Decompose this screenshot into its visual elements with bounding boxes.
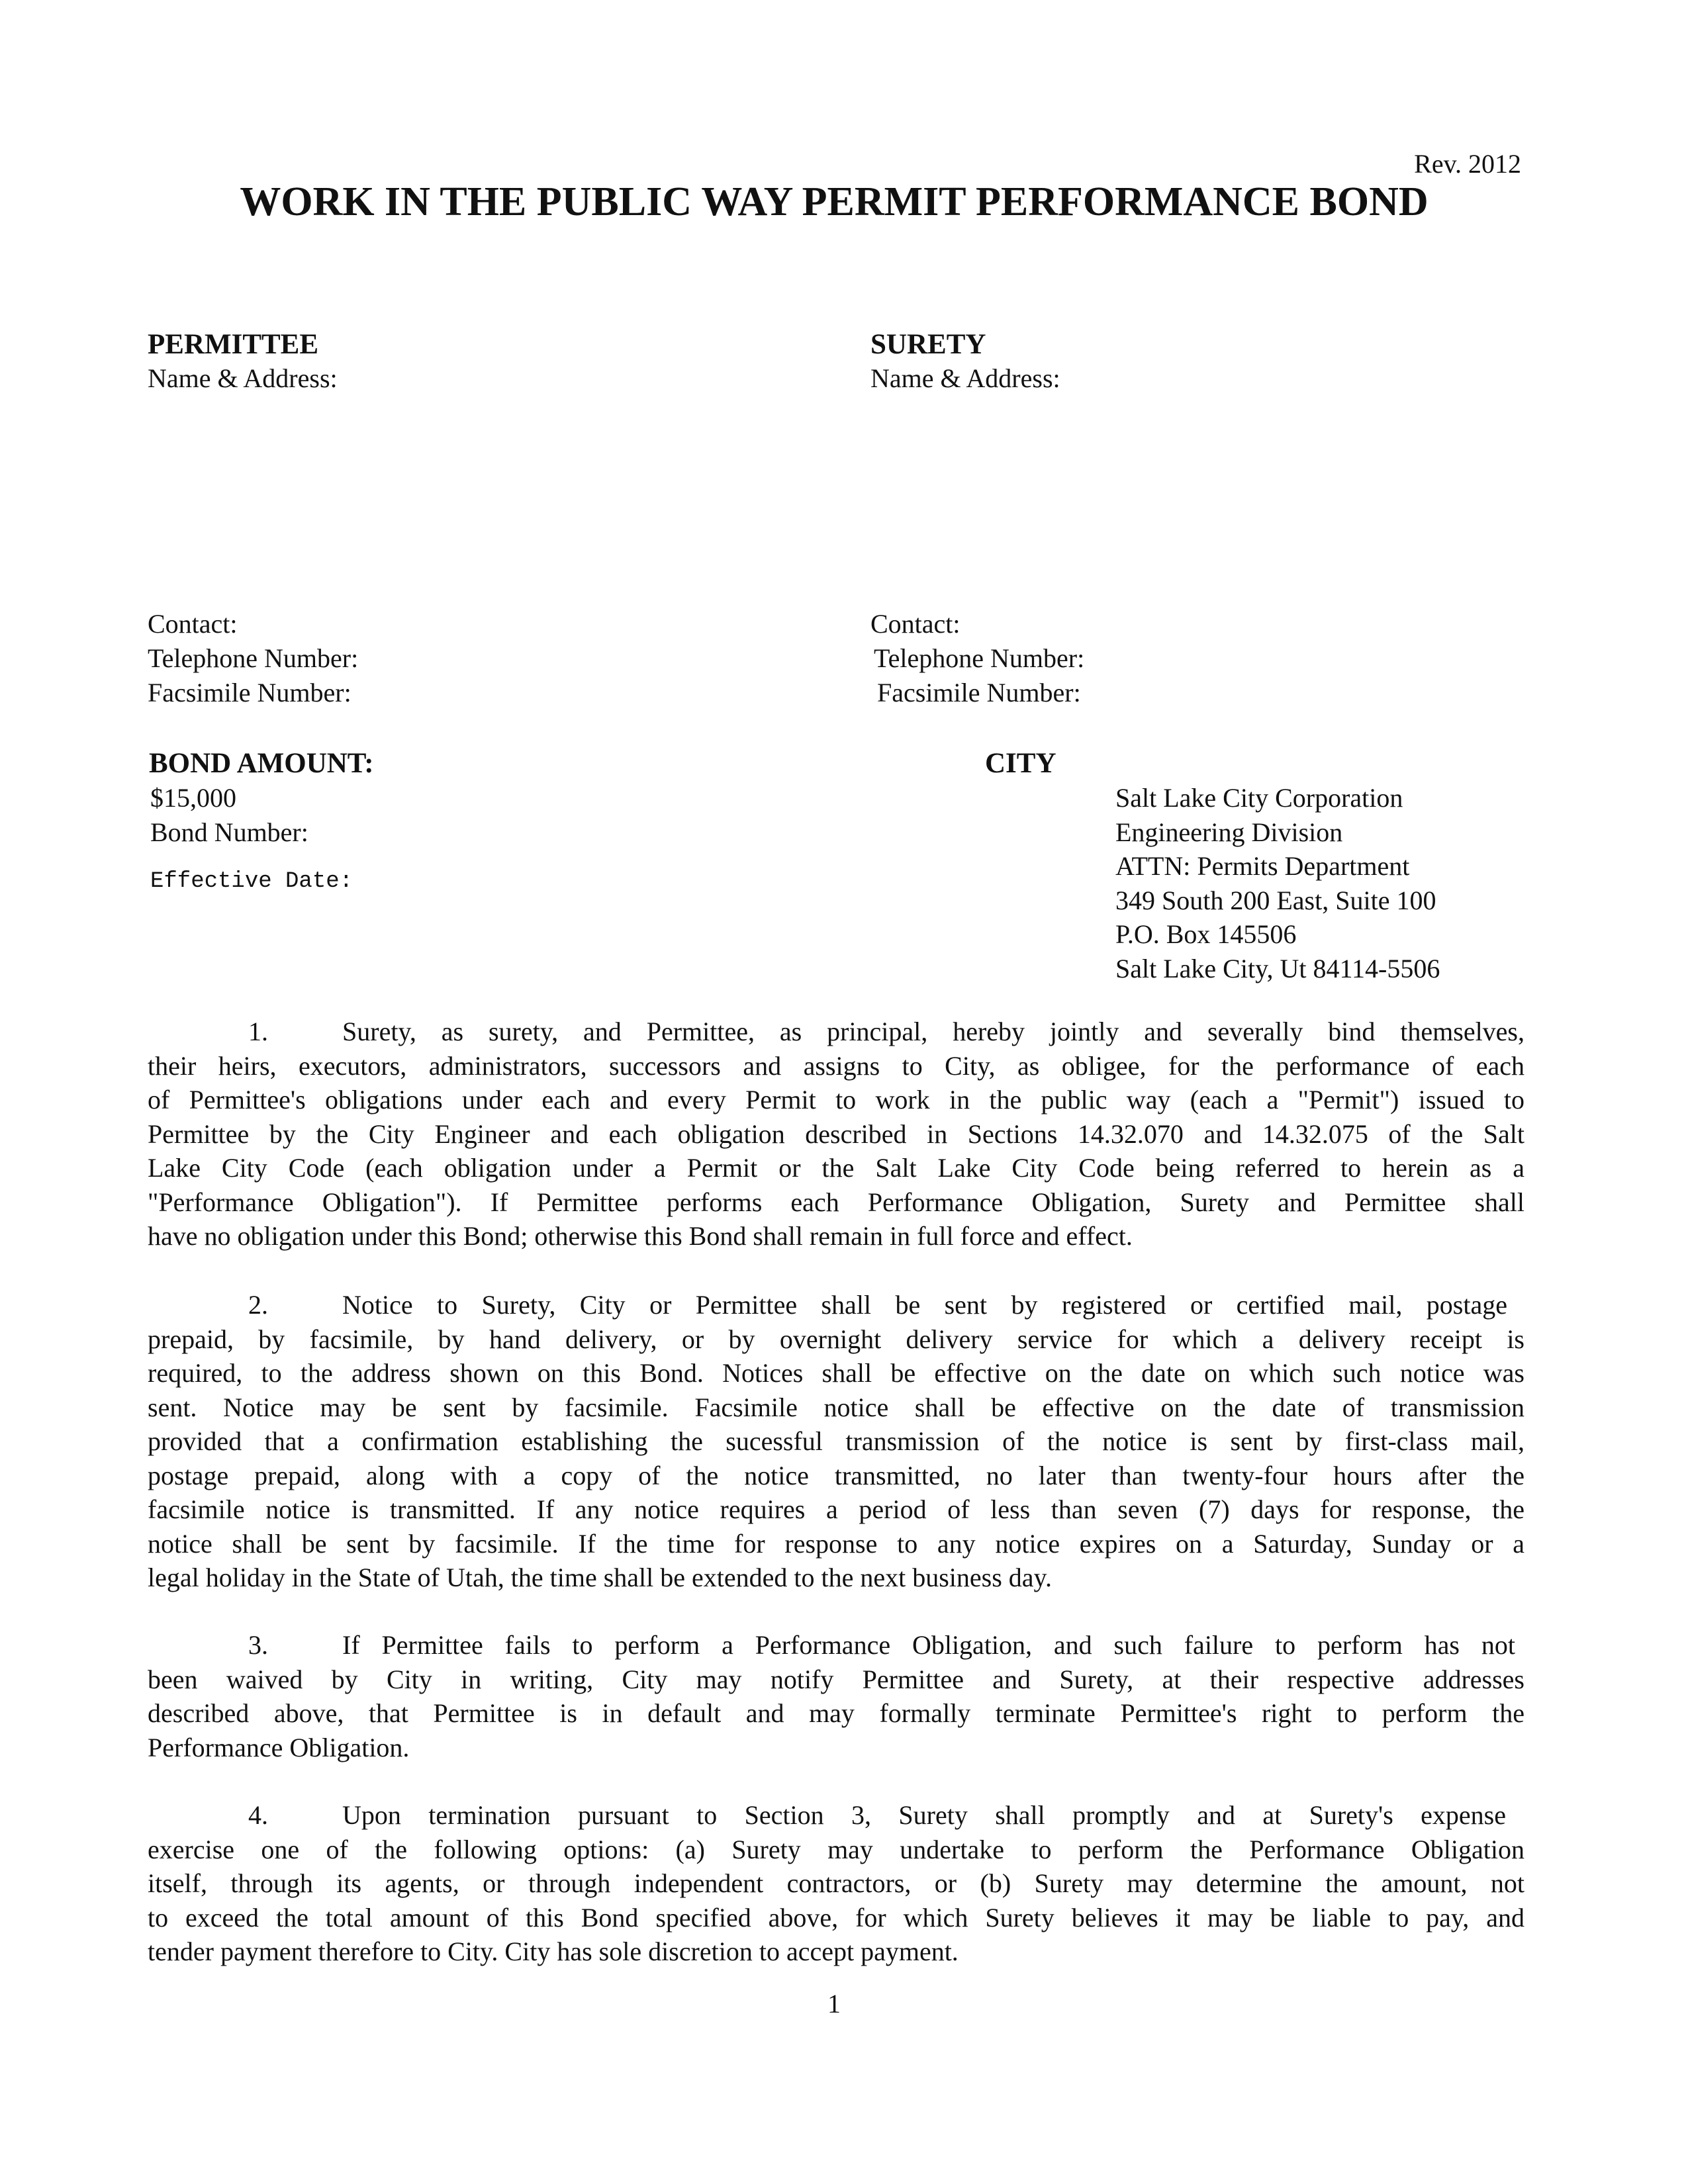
page-number: 1 (827, 1989, 841, 2019)
paragraph-line: Performance Obligation. (148, 1732, 410, 1762)
paragraph-2 (148, 1288, 1524, 1595)
effective-date-label: Effective Date: (150, 869, 353, 894)
paragraph-line: described above, that Permittee is in default and may formally terminate Permittee's right to perform the (148, 1698, 1524, 1728)
permittee-name-address-label: Name & Address: (148, 363, 338, 393)
city-address (1115, 781, 1440, 985)
surety-heading: SURETY (870, 329, 986, 360)
paragraph-line: tender payment therefore to City. City has sole discretion to accept payment. (148, 1936, 959, 1966)
permittee-heading: PERMITTEE (148, 329, 319, 360)
paragraph-line: Notice to Surety, City or Permittee shall be sent by registered or certified mail, postage (342, 1290, 1507, 1320)
paragraph-line: been waived by City in writing, City may notify Permittee and Surety, at their respective addresses (148, 1664, 1524, 1694)
paragraph-line: provided that a confirmation establishing the sucessful transmission of the notice is sent by first-class mail, (148, 1426, 1524, 1456)
city-address-line: Salt Lake City, Ut 84114-5506 (1115, 953, 1440, 983)
surety-telephone-label: Telephone Number: (874, 643, 1085, 673)
paragraph-line: prepaid, by facsimile, by hand delivery, or by overnight delivery service for which a delivery receipt is (148, 1324, 1524, 1354)
paragraph-line: itself, through its agents, or through independent contractors, or (b) Surety may determine the amount, not (148, 1868, 1524, 1898)
city-address-line: ATTN: Permits Department (1115, 851, 1410, 881)
city-address-line: P.O. Box 145506 (1115, 919, 1297, 949)
permittee-facsimile-label: Facsimile Number: (148, 678, 352, 707)
paragraph-line: have no obligation under this Bond; otherwise this Bond shall remain in full force and effect. (148, 1221, 1133, 1251)
permittee-telephone-label: Telephone Number: (148, 643, 359, 673)
bond-number-label: Bond Number: (150, 817, 308, 847)
bond-amount-heading: BOND AMOUNT: (149, 748, 374, 779)
paragraph-line: postage prepaid, along with a copy of the notice transmitted, no later than twenty-four hours after the (148, 1460, 1524, 1490)
paragraph-1 (148, 1015, 1524, 1253)
paragraph-number: 4. (248, 1800, 268, 1830)
city-address-line: Salt Lake City Corporation (1115, 783, 1403, 813)
paragraph-line: required, to the address shown on this Bond. Notices shall be effective on the date on which such notice was (148, 1358, 1524, 1388)
paragraph-line: of Permittee's obligations under each and every Permit to work in the public way (each a "Permit") issued to (148, 1085, 1524, 1115)
paragraph-line: their heirs, executors, administrators, successors and assigns to City, as obligee, for the performance of each (148, 1050, 1524, 1081)
surety-name-address-label: Name & Address: (870, 363, 1060, 393)
city-address-line: 349 South 200 East, Suite 100 (1115, 885, 1436, 915)
paragraph-line: If Permittee fails to perform a Performance Obligation, and such failure to perform has not (342, 1630, 1515, 1660)
paragraph-line: Permittee by the City Engineer and each obligation described in Sections 14.32.070 and 14.32.075 of the Salt (148, 1118, 1524, 1149)
revision-label: Rev. 2012 (1414, 149, 1521, 179)
paragraph-line: facsimile notice is transmitted. If any notice requires a period of less than seven (7) days for response, the (148, 1494, 1524, 1524)
paragraph-number: 1. (248, 1017, 268, 1046)
paragraph-line: to exceed the total amount of this Bond specified above, for which Surety believes it may be liable to pay, and (148, 1902, 1524, 1933)
paragraph-line: "Performance Obligation"). If Permittee performs each Performance Obligation, Surety and Permittee shall (148, 1187, 1524, 1217)
page-title: WORK IN THE PUBLIC WAY PERMIT PERFORMANCE BOND (240, 179, 1429, 224)
paragraph-line: Surety, as surety, and Permittee, as principal, hereby jointly and severally bind themselves, (342, 1017, 1524, 1046)
surety-facsimile-label: Facsimile Number: (877, 678, 1081, 707)
permittee-contact-label: Contact: (148, 609, 238, 639)
paragraph-number: 3. (248, 1630, 268, 1660)
paragraph-line: exercise one of the following options: (a) Surety may undertake to perform the Performance Obligation (148, 1834, 1524, 1864)
surety-contact-label: Contact: (870, 609, 961, 639)
paragraph-line: Upon termination pursuant to Section 3, Surety shall promptly and at Surety's expense (342, 1800, 1506, 1830)
city-heading: CITY (985, 748, 1056, 779)
paragraph-line: Lake City Code (each obligation under a Permit or the Salt Lake City Code being referred to herein as a (148, 1153, 1524, 1183)
bond-amount-value: $15,000 (150, 783, 236, 813)
paragraph-line: sent. Notice may be sent by facsimile. Facsimile notice shall be effective on the date of transmission (148, 1392, 1524, 1422)
paragraph-line: notice shall be sent by facsimile. If the time for response to any notice expires on a Saturday, Sunday or a (148, 1528, 1524, 1559)
paragraph-4 (148, 1798, 1524, 1969)
paragraph-number: 2. (248, 1290, 268, 1320)
paragraph-line: legal holiday in the State of Utah, the time shall be extended to the next business day. (148, 1563, 1052, 1592)
city-address-line: Engineering Division (1115, 817, 1343, 847)
paragraph-3 (148, 1628, 1524, 1764)
